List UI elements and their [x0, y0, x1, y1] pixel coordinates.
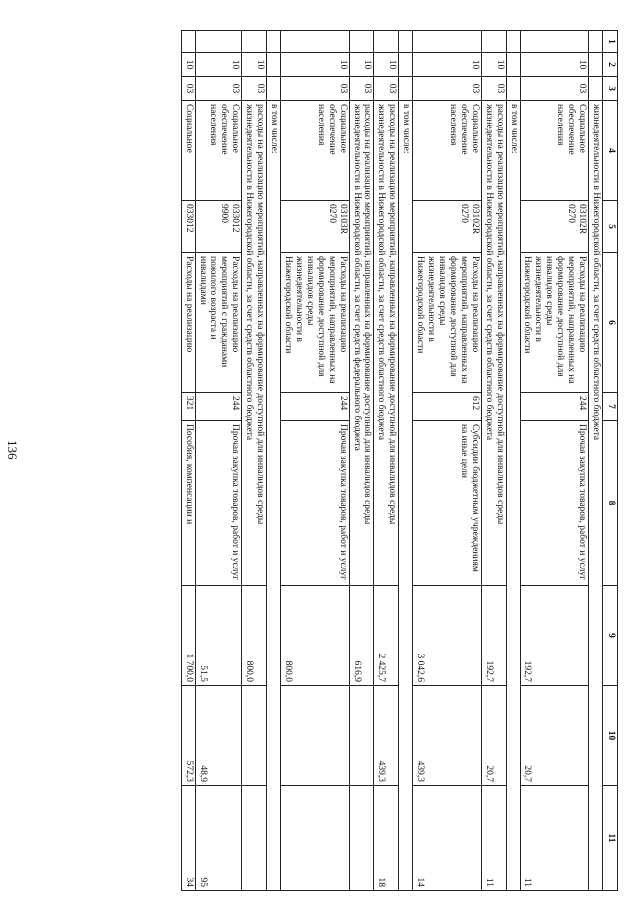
table-cell: 10	[242, 53, 267, 77]
table-cell	[506, 53, 520, 77]
table-cell: Расходы на реализацию мероприятий с гражданами пожилого возраста и инвалидами	[195, 253, 242, 393]
table-cell: 10	[374, 53, 399, 77]
column-header: 6	[603, 253, 618, 393]
table-cell: 95	[195, 786, 242, 891]
table-cell: расходы на реализацию мероприятий, направленных на формирование доступной для инвалидов среды жизнедеятельности в Нижегородской области, за счет средств областного бюджета	[481, 101, 506, 586]
table-cell: Расходы на реализацию мероприятий, направленных на формирование доступной для инвалидов среды жизнедеятельности в Нижегородской области	[520, 253, 589, 393]
table-cell: 439,3	[374, 686, 399, 786]
table-cell	[374, 31, 399, 53]
table-cell: Субсидии бюджетным учреждениям на иные цели	[413, 421, 482, 586]
table-cell: 03102R 0270	[520, 201, 589, 253]
table-cell: 03	[349, 77, 374, 101]
table-cell: Социальное обеспечение населения	[520, 101, 589, 201]
table-cell: 572,3	[181, 686, 195, 786]
table-cell: 34	[181, 786, 195, 891]
table-cell: 244	[195, 393, 242, 421]
table-cell	[481, 31, 506, 53]
table-cell	[589, 77, 603, 101]
table-cell: Прочая закупка товаров, работ и услуг	[281, 421, 350, 586]
table-cell: 10	[281, 53, 350, 77]
table-row	[413, 31, 482, 891]
section-row	[267, 31, 281, 891]
table-cell: 51,5	[195, 586, 242, 686]
table-cell: 033012	[181, 201, 195, 253]
table-cell	[506, 77, 520, 101]
column-header: 10	[603, 686, 618, 786]
column-header: 7	[603, 393, 618, 421]
table-cell	[349, 686, 374, 786]
column-header: 9	[603, 586, 618, 686]
table-cell: 10	[349, 53, 374, 77]
table-cell: 244	[281, 393, 350, 421]
table-cell: 800,0	[281, 586, 350, 686]
table-cell: 321	[181, 393, 195, 421]
table-cell: 10	[195, 53, 242, 77]
table-cell	[181, 31, 195, 53]
page-number: 136	[5, 440, 20, 460]
table-cell: Прочая закупка товаров, работ и услуг	[520, 421, 589, 586]
table-cell: 10	[413, 53, 482, 77]
column-header: 11	[603, 786, 618, 891]
table-cell: Расходы на реализацию мероприятий, направленных на формирование доступной для инвалидов среды жизнедеятельности в Нижегородской области	[281, 253, 350, 393]
table-body	[181, 31, 602, 891]
table-cell: расходы на реализацию мероприятий, направленных на формирование доступной для инвалидов среды жизнедеятельности в Нижегородской области, за счет средств областного бюджета	[242, 101, 267, 586]
table-cell: Социальное обеспечение населения	[413, 101, 482, 201]
column-header-row	[603, 31, 618, 891]
table-row	[481, 31, 506, 891]
table-cell: Расходы на реализацию мероприятий, направленных на формирование доступной для инвалидов среды жизнедеятельности в Нижегородской области	[413, 253, 482, 393]
table-cell	[281, 786, 350, 891]
table-cell: 10	[481, 53, 506, 77]
table-cell: 20,7	[481, 686, 506, 786]
table-cell: 11	[481, 786, 506, 891]
table-row	[349, 31, 374, 891]
column-header: 8	[603, 421, 618, 586]
table-cell	[349, 786, 374, 891]
column-header: 3	[603, 77, 618, 101]
table-cell: 03103R 0270	[281, 201, 350, 253]
table-cell	[349, 31, 374, 53]
table-cell: Социальное обеспечение населения	[195, 101, 242, 201]
table-cell: в том числе:	[267, 101, 281, 891]
table-cell	[281, 31, 350, 53]
table-cell	[267, 53, 281, 77]
table-cell: Расходы на реализацию	[181, 253, 195, 393]
table-cell: Социальное обеспечение населения	[281, 101, 350, 201]
table-cell: 03	[181, 77, 195, 101]
table-cell: 616,9	[349, 586, 374, 686]
table-cell: 20,7	[520, 686, 589, 786]
column-header: 4	[603, 101, 618, 201]
table-cell: 612	[413, 393, 482, 421]
budget-table	[181, 30, 618, 891]
table-cell: 800,0	[242, 586, 267, 686]
column-header: 2	[603, 53, 618, 77]
table-cell: 03	[413, 77, 482, 101]
table-row	[242, 31, 267, 891]
table-cell: 03102R 0270	[413, 201, 482, 253]
table-cell	[242, 31, 267, 53]
table-cell	[399, 31, 413, 53]
table-cell	[506, 31, 520, 53]
table-cell: 03	[242, 77, 267, 101]
table-cell: 3 042,6	[413, 586, 482, 686]
table-cell: расходы на реализацию мероприятий, направленных на формирование доступной для инвалидов среды жизнедеятельности в Нижегородской области, за счет средств федерального бюджета	[349, 101, 374, 586]
table-cell: 033012 9900	[195, 201, 242, 253]
table-cell: в том числе:	[399, 101, 413, 891]
table-cell: 03	[374, 77, 399, 101]
table-cell: Социальное	[181, 101, 195, 201]
table-cell	[413, 31, 482, 53]
table-cell	[589, 53, 603, 77]
table-cell	[399, 77, 413, 101]
table-cell: жизнедеятельности в Нижегородской области, за счет средств областного бюджета	[589, 101, 603, 891]
table-cell: в том числе:	[506, 101, 520, 891]
table-cell: 10	[520, 53, 589, 77]
table-cell: 18	[374, 786, 399, 891]
table-cell: 439,3	[413, 686, 482, 786]
table-cell: 244	[520, 393, 589, 421]
table-cell	[267, 77, 281, 101]
table-cell	[267, 31, 281, 53]
table-cell: 11	[520, 786, 589, 891]
table-cell: 03	[481, 77, 506, 101]
section-row	[589, 31, 603, 891]
table-cell	[589, 31, 603, 53]
table-cell: Прочая закупка товаров, работ и услуг	[195, 421, 242, 586]
section-row	[399, 31, 413, 891]
table-cell: 1 700,0	[181, 586, 195, 686]
table-row	[374, 31, 399, 891]
table-row	[195, 31, 242, 891]
table-cell: 14	[413, 786, 482, 891]
table-cell	[399, 53, 413, 77]
table-cell: 10	[181, 53, 195, 77]
rotated-page	[58, 30, 618, 890]
column-header: 5	[603, 201, 618, 253]
table-cell	[195, 31, 242, 53]
table-cell: 192,7	[481, 586, 506, 686]
table-cell: расходы на реализацию мероприятий, направленных на формирование доступной для инвалидов среды жизнедеятельности в Нижегородской области, за счет средств областного бюджета	[374, 101, 399, 586]
table-cell	[242, 686, 267, 786]
table-cell: 48,9	[195, 686, 242, 786]
table-row	[520, 31, 589, 891]
table-row	[281, 31, 350, 891]
table-cell: 192,7	[520, 586, 589, 686]
table-cell: 03	[281, 77, 350, 101]
section-row	[506, 31, 520, 891]
table-cell	[242, 786, 267, 891]
table-cell	[281, 686, 350, 786]
column-header: 1	[603, 31, 618, 53]
table-cell	[520, 31, 589, 53]
table-cell: Пособия, компенсации и	[181, 421, 195, 586]
table-cell: 03	[195, 77, 242, 101]
table-cell: 03	[520, 77, 589, 101]
table-cell: 2 425,7	[374, 586, 399, 686]
table-row	[181, 31, 195, 891]
